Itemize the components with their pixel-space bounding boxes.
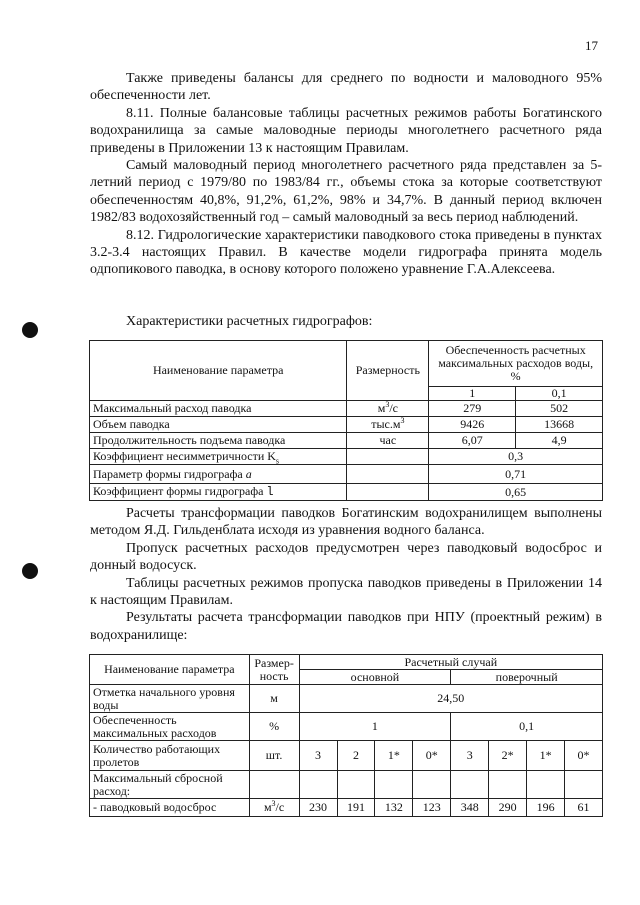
table-row: Объем паводка $тыс.м^3$ 9426 13668 (90, 417, 603, 433)
col-header-unit: Размерность (347, 341, 429, 401)
paragraph: 8.12. Гидрологические характеристики паводкового стока приведены в пунктах 3.2-3.4 настоящих Правил. В качестве модели гидрографа принята модель одпопикового паводка, в основу которого положено уравнение Г.А.Алексеева. (90, 227, 603, 278)
col-header-p1: 1 (429, 387, 516, 401)
table-row: Максимальный сбросной расход: (90, 771, 603, 799)
paragraph: Результаты расчета трансформации паводков при НПУ (проектный режим) в водохранилище: (90, 610, 602, 643)
table-row: Коэффициент формы гидрографа l 0,65 (90, 484, 603, 501)
table1-caption: Характеристики расчетных гидрографов: (126, 314, 373, 329)
table-row: Параметр формы гидрографа a 0,71 (90, 465, 603, 484)
text-block-top (90, 70, 602, 279)
paragraph: Пропуск расчетных расходов предусмотрен через паводковый водосброс и донный водосуск. (90, 540, 603, 574)
punch-hole-dot (22, 322, 38, 338)
paragraph: Расчеты трансформации паводков Богатинским водохранилищем выполнены методом Я.Д. Гильденблата исходя из уравнения водного баланса. (90, 506, 602, 539)
col-header-p01: 0,1 (516, 387, 603, 401)
col-header-param: Наименование параметра (90, 655, 250, 685)
table-row: Продолжительность подъема паводка час 6,07 4,9 (90, 433, 603, 449)
table-row: Обеспеченность максимальных расходов % 1 0,1 (90, 713, 603, 741)
col-header-case: Расчетный случай (299, 655, 602, 670)
col-header-unit: Размер-ность (249, 655, 299, 685)
col-header-prob: Обеспеченность расчетных максимальных расходов воды, % (429, 341, 603, 387)
text-block-bottom (90, 505, 602, 644)
col-header-main: основной (299, 670, 451, 685)
paragraph: Самый маловодный период многолетнего расчетного ряда представлен за 5-летний период с 1979/80 по 1983/84 гг., объемы стока за которые соответствуют обеспеченностям 40,8%, 91,2%, 61,2%, 98% и 34,7%. В данный период включен 1982/83 водохозяйственный год – самый маловодный за весь период наблюдений. (90, 158, 602, 226)
table-row: Коэффициент несимметричности $K_s$ 0,3 (90, 449, 603, 465)
col-header-check: поверочный (451, 670, 603, 685)
paragraph: Таблицы расчетных режимов пропуска паводков приведены в Приложении 14 к настоящим Правилам. (90, 575, 603, 609)
punch-hole-dot (22, 563, 38, 579)
page-number: 17 (585, 38, 598, 53)
paragraph: Также приведены балансы для среднего по водности и маловодного 95% обеспеченности лет. (90, 71, 602, 104)
table-row: - паводковый водосброс $м^3/с$ 230 191 132 123 348 290 196 61 (90, 799, 603, 817)
hydrograph-table (89, 340, 603, 501)
table-row: Максимальный расход паводка $м^3/с$ 279 502 (90, 401, 603, 417)
table-row: Количество работающих пролетов шт. 3 2 1* 0* 3 2* 1* 0* (90, 741, 603, 771)
flood-transformation-table (89, 654, 603, 817)
paragraph: 8.11. Полные балансовые таблицы расчетных режимов работы Богатинского водохранилища за самые маловодные периоды многолетнего расчетного ряда приведены в Приложении 13 к настоящим Правилам. (90, 105, 603, 156)
col-header-param: Наименование параметра (90, 341, 347, 401)
table-row: Отметка начального уровня воды м 24,50 (90, 685, 603, 713)
